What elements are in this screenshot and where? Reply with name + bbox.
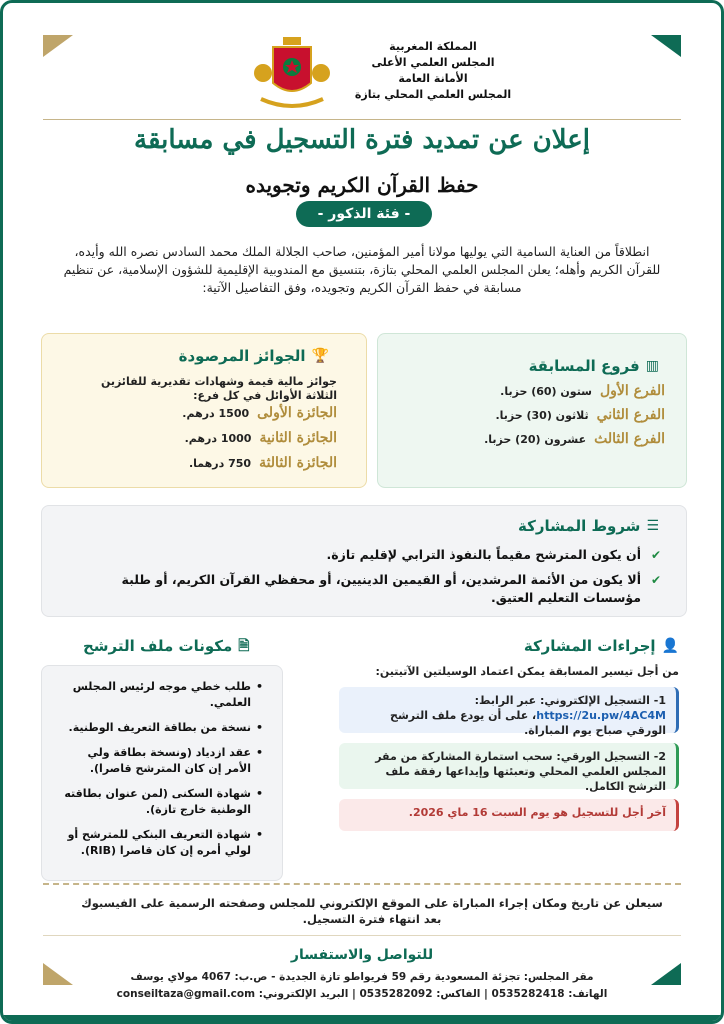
conditions-title-text: شروط المشاركة [518, 517, 641, 535]
documents-list [63, 679, 263, 868]
branch-value: عشرون (20) حزبا. [484, 432, 587, 446]
procedures-title-text: إجراءات المشاركة [523, 637, 656, 655]
branches-title [529, 357, 659, 375]
procedures-title [524, 637, 679, 655]
registration-link[interactable]: https://2u.pw/4AC4M [536, 709, 666, 722]
online-registration-box [339, 687, 679, 737]
books-icon: ▥ [645, 358, 659, 374]
prize-row [185, 430, 337, 446]
bottom-bar [3, 1015, 721, 1021]
coat-of-arms-emblem [253, 33, 331, 113]
documents-title-text: مكونات ملف الترشح [83, 637, 233, 655]
paper-registration-box: 2- التسجيل الورقي: سحب استمارة المشاركة من مقر المجلس العلمي المحلي وتعبئتها وإيداعها رفقة ملف الترشح الكامل. [339, 743, 679, 789]
institution-line: الأمانة العامة [398, 72, 468, 85]
prizes-title-text: الجوائز المرصودة [178, 347, 306, 365]
intro-paragraph: انطلاقاً من العناية السامية التي يوليها مولانا أمير المؤمنين، صاحب الجلالة الملك محمد السادس نصره الله وأيده، للقرآن الكريم وأهله؛ يعلن المجلس العلمي المحلي بتازة، بتنسيق مع المندوبية الإقليمية للشؤون الإسلامية، عن تنظيم مسابقة في حفظ القرآن الكريم وتجويده، وفق التفاصيل الآتية: [63, 244, 661, 295]
branches-title-text: فروع المسابقة [528, 357, 640, 375]
deadline-box: آخر أجل للتسجيل هو يوم السبت 16 ماي 2026. [339, 799, 679, 831]
header [253, 33, 523, 113]
contact-phones: الهاتف: 0535282418 | الفاكس: 0535282092 | البريد الإلكتروني: conseiltaza@gmail.com [116, 988, 608, 1000]
condition-item [61, 571, 661, 607]
procedures-intro: من أجل تيسير المسابقة يمكن اعتماد الوسيلتين الآتيتين: [375, 665, 679, 678]
branch-row [495, 407, 665, 423]
category-badge: - فئة الذكور - [296, 201, 432, 227]
prize-label: الجائزة الثالثة [259, 455, 337, 471]
corner-ornament-top-left [43, 35, 73, 57]
online-registration-text: 1- التسجيل الإلكتروني: عبر الرابط: [474, 694, 666, 707]
document-item: • نسخة من بطاقة التعريف الوطنية. [63, 720, 263, 736]
prize-label: الجائزة الأولى [257, 405, 337, 421]
branch-value: ثلاثون (30) حزبا. [495, 408, 589, 422]
condition-item [61, 546, 661, 564]
dashed-divider [43, 883, 681, 885]
divider [43, 119, 681, 120]
branch-row [484, 431, 665, 447]
document-icon: 🗎 [238, 638, 250, 654]
prize-value: 1000 درهم. [184, 431, 252, 445]
check-icon: ✔ [650, 548, 661, 562]
branch-value: ستون (60) حزبا. [500, 384, 592, 398]
branch-label: الفرع الأول [600, 383, 665, 399]
checklist-icon: ☰ [646, 518, 659, 534]
condition-text: ألا يكون من الأئمة المرشدين، أو القيمين الدينيين، أو محفظي القرآن الكريم، أو طلبة مؤسسات التعليم العتيق. [121, 572, 641, 605]
prizes-title [179, 347, 329, 365]
contact-address: مقر المجلس: تجزئة المسعودية رقم 59 فريواطو تازة الجديدة - ص.ب: 4067 مولاي يوسف [130, 971, 594, 983]
prize-value: 750 درهما. [188, 456, 252, 470]
document-item: • عقد ازدياد (ونسخة بطاقة ولي الأمر إن كان المترشح قاصرا). [63, 745, 263, 777]
check-icon: ✔ [650, 573, 661, 587]
documents-title [83, 637, 250, 655]
online-registration-suffix: ، على أن يودع ملف الترشح الورقي صباح يوم المباراة. [390, 709, 666, 737]
announcement-note: سيعلن عن تاريخ ومكان إجراء المباراة على الموقع الإلكتروني للمجلس وصفحته الرسمية على الفيسبوك بعد انتهاء فترة التسجيل. [81, 896, 663, 926]
prizes-intro: جوائز مالية قيمة وشهادات تقديرية للفائزين الثلاثة الأوائل في كل فرع: [100, 375, 337, 402]
contact-title: للتواصل والاستفسار [290, 947, 434, 963]
institution-line: المملكة المغربية [389, 40, 477, 53]
prize-row [182, 405, 337, 421]
corner-ornament-top-right [651, 35, 681, 57]
sub-title: حفظ القرآن الكريم وتجويده [245, 173, 479, 197]
user-add-icon: 👤 [661, 638, 679, 654]
prize-label: الجائزة الثانية [259, 430, 337, 446]
condition-text: أن يكون المترشح مقيماً بالنفوذ الترابي لإقليم تازة. [326, 547, 641, 562]
main-title: إعلان عن تمديد فترة التسجيل في مسابقة [134, 125, 590, 155]
institution-line: المجلس العلمي الأعلى [371, 56, 495, 69]
branch-label: الفرع الثاني [596, 407, 665, 423]
branch-label: الفرع الثالث [594, 431, 665, 447]
trophy-icon: 🏆 [311, 348, 329, 364]
institution-block [343, 39, 523, 103]
conditions-title [518, 517, 659, 535]
corner-ornament-bottom-right [651, 963, 681, 985]
institution-line: المجلس العلمي المحلي بتازة [354, 88, 512, 101]
document-item: • شهادة السكنى (لمن عنوان بطاقته الوطنية خارج تازة). [63, 786, 263, 818]
branch-row [500, 383, 665, 399]
divider [43, 935, 681, 936]
prize-row [189, 455, 337, 471]
document-item: • طلب خطي موجه لرئيس المجلس العلمي. [63, 679, 263, 711]
document-item: • شهادة التعريف البنكي للمترشح أو لولي أمره إن كان قاصرا (RIB). [63, 827, 263, 859]
prize-value: 1500 درهم. [182, 406, 250, 420]
corner-ornament-bottom-left [43, 963, 73, 985]
